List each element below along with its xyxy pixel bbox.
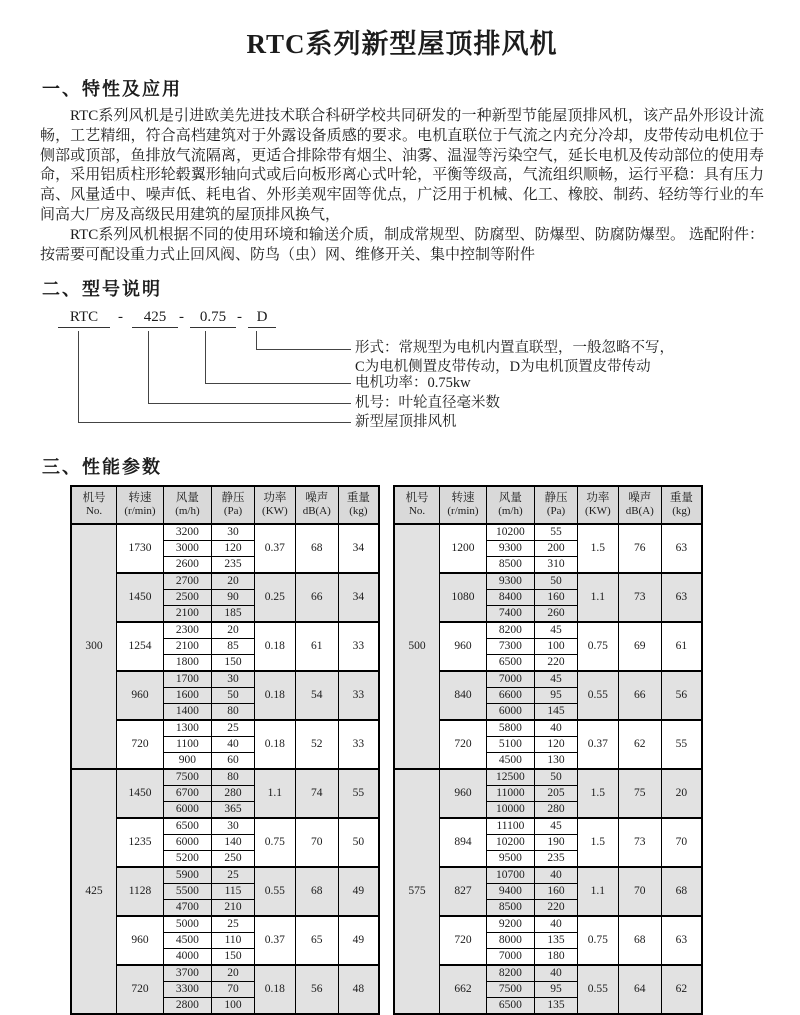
power-cell: 0.55	[578, 671, 619, 720]
speed-cell: 1254	[117, 622, 164, 671]
column-header-line2: (KW)	[262, 505, 288, 518]
performance-table	[70, 485, 380, 1015]
table-row	[394, 671, 702, 688]
column-header-line2: (kg)	[349, 505, 368, 518]
static-pressure-cell: 30	[211, 524, 254, 541]
static-pressure-cell: 70	[211, 982, 254, 998]
static-pressure-cell: 110	[211, 933, 254, 949]
airflow-cell: 2700	[163, 573, 211, 590]
column-header	[534, 486, 577, 524]
speed-cell: 720	[440, 720, 487, 769]
airflow-cell: 8500	[486, 557, 534, 574]
dash-separator: -	[179, 309, 184, 326]
static-pressure-cell: 280	[534, 802, 577, 819]
static-pressure-cell: 40	[534, 720, 577, 737]
noise-cell: 74	[295, 769, 338, 818]
static-pressure-cell: 180	[534, 949, 577, 966]
column-header	[71, 486, 117, 524]
column-header	[163, 486, 211, 524]
weight-cell: 34	[338, 573, 379, 622]
speed-cell: 1080	[440, 573, 487, 622]
column-header	[486, 486, 534, 524]
airflow-cell: 10200	[486, 524, 534, 541]
column-header	[440, 486, 487, 524]
airflow-cell: 1600	[163, 688, 211, 704]
speed-cell: 1450	[117, 769, 164, 818]
weight-cell: 63	[661, 573, 702, 622]
airflow-cell: 5200	[163, 851, 211, 868]
table-row	[394, 965, 702, 982]
static-pressure-cell: 100	[534, 639, 577, 655]
airflow-cell: 8500	[486, 900, 534, 917]
static-pressure-cell: 160	[534, 590, 577, 606]
weight-cell: 33	[338, 720, 379, 769]
noise-cell: 66	[618, 671, 661, 720]
fan-size-label: 机号：叶轮直径毫米数	[355, 395, 500, 412]
table-row	[394, 573, 702, 590]
weight-cell: 50	[338, 818, 379, 867]
airflow-cell: 9500	[486, 851, 534, 868]
static-pressure-cell: 235	[211, 557, 254, 574]
static-pressure-cell: 150	[211, 655, 254, 672]
features-paragraph-2: RTC系列风机根据不同的使用环境和输送介质，制成常规型、防腐型、防爆型、防腐防爆型。 选配附件：按需要可配设重力式止回风阀、防鸟（虫）网、维修开关、集中控制等附件	[40, 226, 764, 263]
static-pressure-cell: 20	[211, 573, 254, 590]
noise-cell: 52	[295, 720, 338, 769]
static-pressure-cell: 50	[211, 688, 254, 704]
static-pressure-cell: 160	[534, 884, 577, 900]
speed-cell: 1235	[117, 818, 164, 867]
airflow-cell: 10200	[486, 835, 534, 851]
airflow-cell: 9400	[486, 884, 534, 900]
weight-cell: 20	[661, 769, 702, 818]
speed-cell: 720	[117, 720, 164, 769]
column-header	[618, 486, 661, 524]
noise-cell: 54	[295, 671, 338, 720]
airflow-cell: 6500	[486, 655, 534, 672]
static-pressure-cell: 200	[534, 541, 577, 557]
power-cell: 0.18	[255, 965, 296, 1014]
model-series-token: RTC	[58, 309, 110, 328]
airflow-cell: 2100	[163, 639, 211, 655]
performance-table-left	[70, 485, 380, 1015]
column-header-line2: (Pa)	[223, 505, 243, 518]
weight-cell: 55	[661, 720, 702, 769]
column-header-line1: 转速	[128, 492, 152, 505]
airflow-cell: 900	[163, 753, 211, 770]
static-pressure-cell: 365	[211, 802, 254, 819]
column-header-line2: (r/min)	[447, 505, 479, 518]
airflow-cell: 1100	[163, 737, 211, 753]
static-pressure-cell: 135	[534, 933, 577, 949]
airflow-cell: 2600	[163, 557, 211, 574]
table-row	[394, 916, 702, 933]
weight-cell: 63	[661, 524, 702, 573]
static-pressure-cell: 40	[534, 867, 577, 884]
speed-cell: 894	[440, 818, 487, 867]
power-cell: 1.5	[578, 818, 619, 867]
airflow-cell: 6700	[163, 786, 211, 802]
speed-cell: 960	[440, 769, 487, 818]
column-header	[394, 486, 440, 524]
airflow-cell: 9300	[486, 573, 534, 590]
speed-cell: 960	[440, 622, 487, 671]
column-header-line2: No.	[408, 505, 426, 518]
noise-cell: 68	[295, 867, 338, 916]
static-pressure-cell: 30	[211, 671, 254, 688]
column-header-line2: (r/min)	[124, 505, 156, 518]
table-row	[71, 573, 379, 590]
static-pressure-cell: 205	[534, 786, 577, 802]
dash-separator: -	[118, 309, 123, 326]
weight-cell: 55	[338, 769, 379, 818]
header-row	[394, 486, 702, 524]
features-paragraph-1: RTC系列风机是引进欧美先进技术联合科研学校共同研发的一种新型节能屋顶排风机，该产品外形设计流畅，工艺精细，符合高档建筑对于外露设备质感的要求。电机直联位于气流之内充分冷却，皮带传动电机位于侧部或顶部，鱼排放气流隔离，更适合排除带有烟尘、油雾、温湿等污染空气，延长电机及传动部位的使用寿命，采用铝质柱形轮毂翼形轴向式或后向板形离心式叶轮，平衡等级高，气流组织顺畅，运行平稳：具有压力高、风量适中、噪声低、耗电省、外形美观牢固等优点，广泛用于机械、化工、橡胶、制药、轻纺等行业的车间高大厂房及高级民用建筑的屋顶排风换气，	[40, 108, 764, 223]
airflow-cell: 4500	[486, 753, 534, 770]
static-pressure-cell: 220	[534, 900, 577, 917]
static-pressure-cell: 120	[211, 541, 254, 557]
static-pressure-cell: 25	[211, 916, 254, 933]
weight-cell: 49	[338, 916, 379, 965]
column-header	[295, 486, 338, 524]
model-power-token: 0.75	[190, 309, 236, 328]
speed-cell: 1200	[440, 524, 487, 573]
noise-cell: 64	[618, 965, 661, 1014]
table-row	[394, 622, 702, 639]
power-cell: 0.37	[255, 524, 296, 573]
static-pressure-cell: 25	[211, 720, 254, 737]
static-pressure-cell: 80	[211, 704, 254, 721]
table-row	[71, 818, 379, 835]
speed-cell: 1128	[117, 867, 164, 916]
column-header-line1: 功率	[263, 492, 287, 505]
airflow-cell: 7000	[486, 949, 534, 966]
table-row	[394, 769, 702, 786]
power-cell: 0.18	[255, 622, 296, 671]
power-cell: 1.1	[578, 573, 619, 622]
weight-cell: 63	[661, 916, 702, 965]
noise-cell: 68	[295, 524, 338, 573]
table-row	[71, 867, 379, 884]
static-pressure-cell: 50	[534, 769, 577, 786]
power-cell: 0.75	[578, 916, 619, 965]
weight-cell: 61	[661, 622, 702, 671]
power-cell: 1.5	[578, 524, 619, 573]
noise-cell: 70	[618, 867, 661, 916]
speed-cell: 840	[440, 671, 487, 720]
section-heading-model: 二、型号说明	[42, 279, 162, 300]
column-header-line2: (Pa)	[546, 505, 566, 518]
speed-cell: 960	[117, 671, 164, 720]
static-pressure-cell: 95	[534, 688, 577, 704]
static-pressure-cell: 145	[534, 704, 577, 721]
table-row	[71, 720, 379, 737]
static-pressure-cell: 25	[211, 867, 254, 884]
column-header-line2: dB(A)	[302, 505, 331, 518]
model-no-cell: 575	[394, 769, 440, 1014]
airflow-cell: 2800	[163, 998, 211, 1015]
static-pressure-cell: 90	[211, 590, 254, 606]
motor-power-label: 电机功率：0.75kw	[355, 375, 471, 392]
dash-separator: -	[237, 309, 242, 326]
static-pressure-cell: 50	[534, 573, 577, 590]
airflow-cell: 12500	[486, 769, 534, 786]
static-pressure-cell: 60	[211, 753, 254, 770]
weight-cell: 56	[661, 671, 702, 720]
power-cell: 0.18	[255, 720, 296, 769]
static-pressure-cell: 30	[211, 818, 254, 835]
column-header	[255, 486, 296, 524]
column-header-line1: 机号	[405, 492, 429, 505]
static-pressure-cell: 55	[534, 524, 577, 541]
static-pressure-cell: 260	[534, 606, 577, 623]
model-no-cell: 425	[71, 769, 117, 1014]
power-cell: 0.75	[578, 622, 619, 671]
airflow-cell: 3700	[163, 965, 211, 982]
column-header	[211, 486, 254, 524]
airflow-cell: 1700	[163, 671, 211, 688]
noise-cell: 70	[295, 818, 338, 867]
airflow-cell: 8000	[486, 933, 534, 949]
power-cell: 1.1	[255, 769, 296, 818]
model-form-token: D	[248, 309, 276, 328]
power-cell: 0.37	[255, 916, 296, 965]
airflow-cell: 7500	[163, 769, 211, 786]
column-header-line1: 转速	[451, 492, 475, 505]
performance-tables	[70, 485, 764, 1015]
static-pressure-cell: 40	[211, 737, 254, 753]
column-header-line1: 风量	[175, 492, 199, 505]
airflow-cell: 8200	[486, 965, 534, 982]
airflow-cell: 5800	[486, 720, 534, 737]
column-header-line1: 机号	[82, 492, 106, 505]
static-pressure-cell: 210	[211, 900, 254, 917]
noise-cell: 56	[295, 965, 338, 1014]
table-row	[394, 818, 702, 835]
speed-cell: 960	[117, 916, 164, 965]
static-pressure-cell: 45	[534, 671, 577, 688]
noise-cell: 61	[295, 622, 338, 671]
static-pressure-cell: 190	[534, 835, 577, 851]
column-header-line2: No.	[85, 505, 103, 518]
table-row	[71, 622, 379, 639]
static-pressure-cell: 140	[211, 835, 254, 851]
airflow-cell: 6000	[163, 802, 211, 819]
column-header	[578, 486, 619, 524]
noise-cell: 69	[618, 622, 661, 671]
static-pressure-cell: 20	[211, 965, 254, 982]
column-header-line2: dB(A)	[625, 505, 654, 518]
static-pressure-cell: 20	[211, 622, 254, 639]
power-cell: 1.1	[578, 867, 619, 916]
static-pressure-cell: 45	[534, 818, 577, 835]
airflow-cell: 10000	[486, 802, 534, 819]
speed-cell: 827	[440, 867, 487, 916]
airflow-cell: 4500	[163, 933, 211, 949]
model-number-diagram	[40, 307, 764, 443]
weight-cell: 48	[338, 965, 379, 1014]
static-pressure-cell: 150	[211, 949, 254, 966]
column-header	[117, 486, 164, 524]
static-pressure-cell: 45	[534, 622, 577, 639]
section-heading-performance: 三、性能参数	[42, 457, 162, 478]
static-pressure-cell: 80	[211, 769, 254, 786]
noise-cell: 62	[618, 720, 661, 769]
speed-cell: 1450	[117, 573, 164, 622]
static-pressure-cell: 40	[534, 965, 577, 982]
static-pressure-cell: 135	[534, 998, 577, 1015]
speed-cell: 662	[440, 965, 487, 1014]
column-header-line2: (m/h)	[175, 505, 200, 518]
column-header-line1: 重量	[346, 492, 370, 505]
airflow-cell: 5100	[486, 737, 534, 753]
noise-cell: 76	[618, 524, 661, 573]
weight-cell: 33	[338, 622, 379, 671]
airflow-cell: 6500	[486, 998, 534, 1015]
power-cell: 0.75	[255, 818, 296, 867]
airflow-cell: 6000	[486, 704, 534, 721]
airflow-cell: 7500	[486, 982, 534, 998]
weight-cell: 70	[661, 818, 702, 867]
airflow-cell: 7300	[486, 639, 534, 655]
airflow-cell: 4700	[163, 900, 211, 917]
speed-cell: 1730	[117, 524, 164, 573]
weight-cell: 33	[338, 671, 379, 720]
power-cell: 0.55	[578, 965, 619, 1014]
performance-table-right	[393, 485, 703, 1015]
static-pressure-cell: 115	[211, 884, 254, 900]
airflow-cell: 8400	[486, 590, 534, 606]
table-row	[71, 769, 379, 786]
section-heading-features: 一、特性及应用	[42, 79, 182, 99]
airflow-cell: 1400	[163, 704, 211, 721]
airflow-cell: 3300	[163, 982, 211, 998]
column-header-line1: 静压	[221, 492, 245, 505]
airflow-cell: 8200	[486, 622, 534, 639]
airflow-cell: 9200	[486, 916, 534, 933]
form-label	[355, 339, 674, 377]
table-row	[71, 916, 379, 933]
speed-cell: 720	[117, 965, 164, 1014]
noise-cell: 75	[618, 769, 661, 818]
power-cell: 0.55	[255, 867, 296, 916]
power-cell: 0.25	[255, 573, 296, 622]
airflow-cell: 7400	[486, 606, 534, 623]
static-pressure-cell: 220	[534, 655, 577, 672]
airflow-cell: 5000	[163, 916, 211, 933]
header-row	[71, 486, 379, 524]
airflow-cell: 2100	[163, 606, 211, 623]
column-header-line1: 功率	[586, 492, 610, 505]
power-cell: 1.5	[578, 769, 619, 818]
airflow-cell: 6600	[486, 688, 534, 704]
weight-cell: 62	[661, 965, 702, 1014]
airflow-cell: 3200	[163, 524, 211, 541]
form-label-line2: C为电机侧置皮带传动，D为电机顶置皮带传动	[355, 359, 651, 376]
table-row	[394, 867, 702, 884]
airflow-cell: 10700	[486, 867, 534, 884]
weight-cell: 49	[338, 867, 379, 916]
connector-line-series	[78, 331, 351, 423]
airflow-cell: 7000	[486, 671, 534, 688]
weight-cell: 68	[661, 867, 702, 916]
power-cell: 0.18	[255, 671, 296, 720]
noise-cell: 65	[295, 916, 338, 965]
static-pressure-cell: 185	[211, 606, 254, 623]
table-row	[394, 720, 702, 737]
static-pressure-cell: 85	[211, 639, 254, 655]
table-row	[71, 524, 379, 541]
airflow-cell: 2500	[163, 590, 211, 606]
airflow-cell: 6000	[163, 835, 211, 851]
page-title: RTC系列新型屋顶排风机	[246, 29, 558, 59]
static-pressure-cell: 235	[534, 851, 577, 868]
model-no-cell: 500	[394, 524, 440, 769]
airflow-cell: 1800	[163, 655, 211, 672]
airflow-cell: 6500	[163, 818, 211, 835]
airflow-cell: 2300	[163, 622, 211, 639]
column-header-line2: (m/h)	[498, 505, 523, 518]
column-header-line1: 噪声	[628, 492, 652, 505]
column-header-line1: 风量	[498, 492, 522, 505]
column-header-line2: (KW)	[585, 505, 611, 518]
static-pressure-cell: 250	[211, 851, 254, 868]
airflow-cell: 11000	[486, 786, 534, 802]
static-pressure-cell: 130	[534, 753, 577, 770]
airflow-cell: 5500	[163, 884, 211, 900]
airflow-cell: 4000	[163, 949, 211, 966]
column-header	[338, 486, 379, 524]
static-pressure-cell: 95	[534, 982, 577, 998]
airflow-cell: 11100	[486, 818, 534, 835]
static-pressure-cell: 280	[211, 786, 254, 802]
model-no-cell: 300	[71, 524, 117, 769]
column-header-line1: 噪声	[305, 492, 329, 505]
performance-table	[393, 485, 703, 1015]
static-pressure-cell: 310	[534, 557, 577, 574]
column-header-line1: 静压	[544, 492, 568, 505]
airflow-cell: 3000	[163, 541, 211, 557]
noise-cell: 66	[295, 573, 338, 622]
form-label-line1: 形式：常规型为电机内置直联型，一般忽略不写，	[355, 340, 674, 357]
table-row	[71, 671, 379, 688]
series-name-label: 新型屋顶排风机	[355, 414, 457, 431]
airflow-cell: 9300	[486, 541, 534, 557]
power-cell: 0.37	[578, 720, 619, 769]
noise-cell: 73	[618, 818, 661, 867]
column-header	[661, 486, 702, 524]
table-row	[394, 524, 702, 541]
model-size-token: 425	[132, 309, 178, 328]
noise-cell: 73	[618, 573, 661, 622]
airflow-cell: 1300	[163, 720, 211, 737]
weight-cell: 34	[338, 524, 379, 573]
column-header-line1: 重量	[669, 492, 693, 505]
static-pressure-cell: 40	[534, 916, 577, 933]
speed-cell: 720	[440, 916, 487, 965]
column-header-line2: (kg)	[672, 505, 691, 518]
static-pressure-cell: 120	[534, 737, 577, 753]
noise-cell: 68	[618, 916, 661, 965]
table-row	[71, 965, 379, 982]
airflow-cell: 5900	[163, 867, 211, 884]
static-pressure-cell: 100	[211, 998, 254, 1015]
